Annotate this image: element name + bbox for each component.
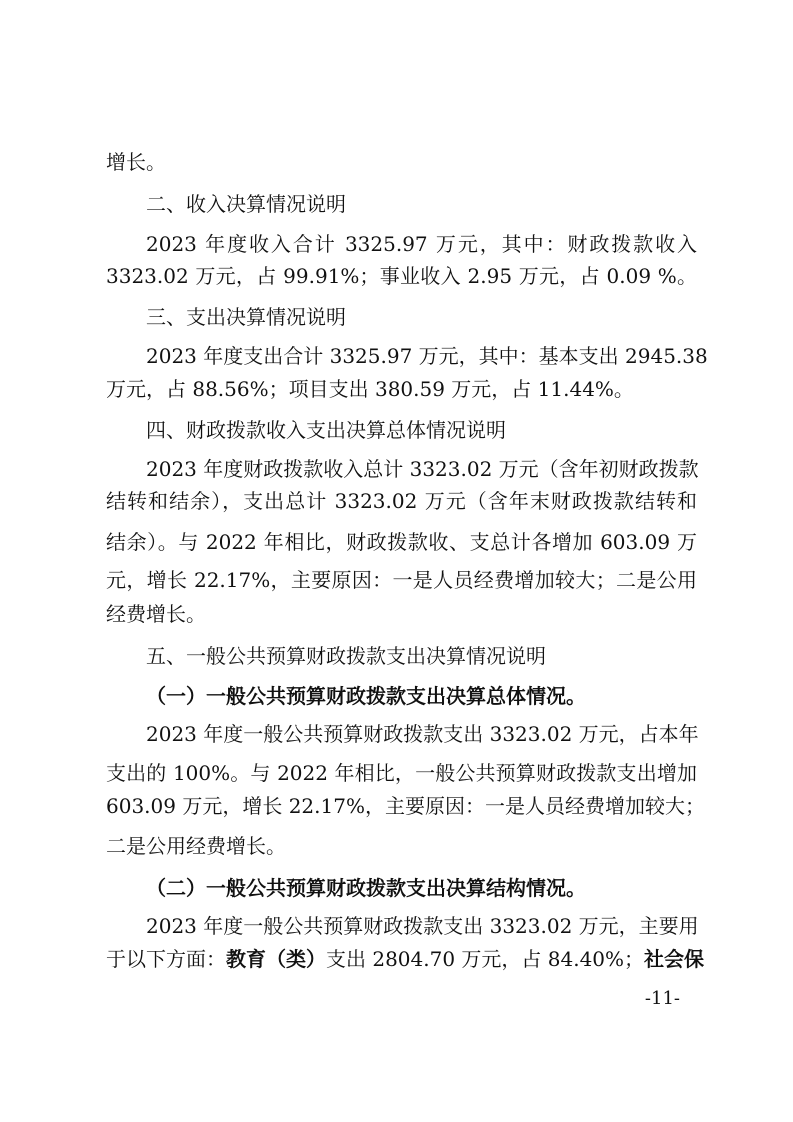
- text-span: 于以下方面：: [106, 947, 226, 971]
- text-line: 支出的 100%。与 2022 年相比，一般公共预算财政拨款支出增加: [106, 761, 697, 785]
- text-line: 3323.02 万元，占 99.91%；事业收入 2.95 万元，占 0.09 %。: [106, 264, 697, 288]
- text-line: 二是公用经费增长。: [106, 834, 286, 858]
- text-line: 增长。: [106, 150, 166, 174]
- text-line: 元，增长 22.17%，主要原因：一是人员经费增加较大；二是公用: [106, 568, 697, 592]
- section-heading-2: 二、收入决算情况说明: [146, 192, 346, 216]
- text-line: 结转和结余），支出总计 3323.02 万元（含年末财政拨款结转和: [106, 489, 697, 513]
- text-line-mixed: [106, 947, 705, 971]
- text-line: 2023 年度一般公共预算财政拨款支出 3323.02 万元，主要用: [146, 914, 699, 938]
- text-line: 万元，占 88.56%；项目支出 380.59 万元，占 11.44%。: [106, 377, 634, 401]
- text-line: 结余）。与 2022 年相比，财政拨款收、支总计各增加 603.09 万: [106, 530, 697, 554]
- subsection-heading-2: （二）一般公共预算财政拨款支出决算结构情况。: [146, 876, 586, 900]
- text-line: 603.09 万元，增长 22.17%，主要原因：一是人员经费增加较大；: [106, 794, 705, 818]
- section-heading-3: 三、支出决算情况说明: [146, 305, 346, 329]
- text-line: 2023 年度支出合计 3325.97 万元，其中：基本支出 2945.38: [146, 344, 708, 368]
- bold-category-education: 教育（类）: [226, 947, 326, 971]
- bold-category-social: 社会保: [644, 947, 705, 971]
- subsection-heading-1: （一）一般公共预算财政拨款支出决算总体情况。: [146, 684, 586, 708]
- text-line: 经费增长。: [106, 602, 206, 626]
- page-number: -11-: [644, 988, 680, 1009]
- text-line: 2023 年度财政拨款收入总计 3323.02 万元（含年初财政拨款: [146, 457, 699, 481]
- section-heading-4: 四、财政拨款收入支出决算总体情况说明: [146, 418, 506, 442]
- text-line: 2023 年度一般公共预算财政拨款支出 3323.02 万元，占本年: [146, 722, 699, 746]
- section-heading-5: 五、一般公共预算财政拨款支出决算情况说明: [146, 644, 546, 668]
- text-line: 2023 年度收入合计 3325.97 万元，其中：财政拨款收入: [146, 232, 697, 256]
- text-span: 支出 2804.70 万元，占 84.40%；: [326, 947, 645, 971]
